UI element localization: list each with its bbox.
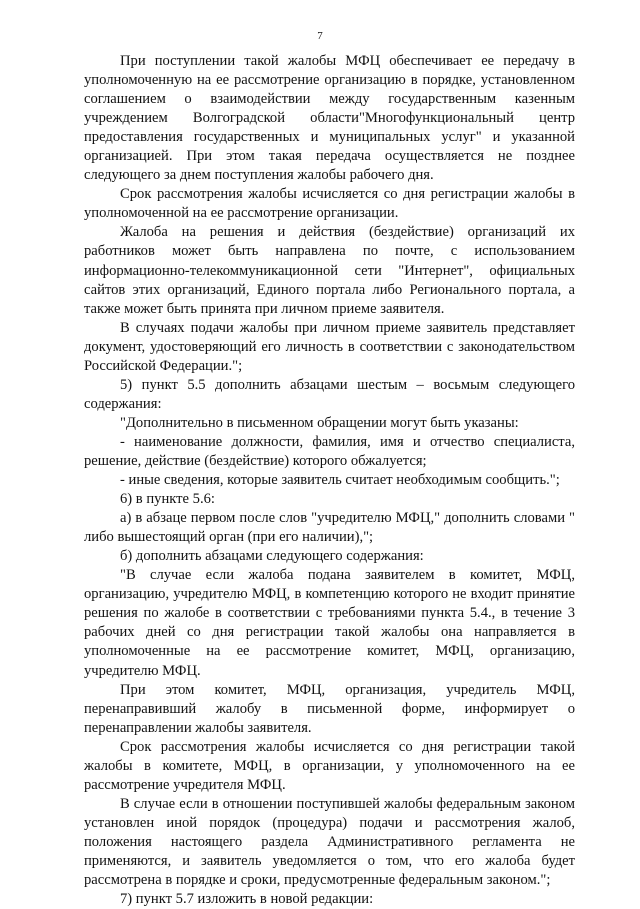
paragraph-other-info: - иные сведения, которые заявитель считает необходимым сообщить."; xyxy=(120,472,560,489)
paragraph-additional-info: "Дополнительно в письменном обращении могут быть указаны: xyxy=(120,414,519,431)
paragraph-redirect-complaint: "В случае если жалоба подана заявителем в комитет, МФЦ, организацию, учредителю МФЦ, в компетенцию которого не входит принятие решения по жалобе в соответствии с требованиями пункта 5.4., в течение 3 рабочих дней со дня регистрации такой жалобы она направляется в уполномоченные на ее рассмотрение комитет, МФЦ, организацию, учредителю МФЦ. xyxy=(84,567,575,679)
page-number: 7 xyxy=(317,30,323,42)
paragraph-review-period-redirect: Срок рассмотрения жалобы исчисляется со дня регистрации такой жалобы в комитете, МФЦ, в организации, у уполномоченного на ее рассмотрение учредителя МФЦ. xyxy=(84,738,575,793)
paragraph-specialist-details: - наименование должности, фамилия, имя и отчество специалиста, решение, действие (бездействие) которого обжалуется; xyxy=(84,433,575,469)
paragraph-federal-law-exception: В случае если в отношении поступившей жалобы федеральным законом установлен иной порядок (процедура) подачи и рассмотрения жалоб, положения настоящего раздела Административного регламента не применяются, и заявитель уведомляется о том, что его жалоба будет рассмотрена в порядке и сроки, предусмотренные федеральным законом."; xyxy=(84,795,575,889)
document-body xyxy=(84,52,575,909)
paragraph-item-7: 7) пункт 5.7 изложить в новой редакции: xyxy=(120,891,374,908)
paragraph-submission-channels: Жалоба на решения и действия (бездействие) организаций их работников может быть направлена по почте, с использованием информационно-телекоммуникационной сети "Интернет", официальных сайтов этих организаций, Единого портала либо Регионального портала, а также может быть принята при личном приеме заявителя. xyxy=(84,224,575,317)
paragraph-item-5: 5) пункт 5.5 дополнить абзацами шестым – восьмым следующего содержания: xyxy=(84,376,575,412)
paragraph-item-6: 6) в пункте 5.6: xyxy=(120,491,215,508)
paragraph-identity-document: В случаях подачи жалобы при личном приеме заявитель представляет документ, удостоверяющий его личность в соответствии с законодательством Российской Федерации."; xyxy=(84,319,575,374)
paragraph-notify-applicant: При этом комитет, МФЦ, организация, учредитель МФЦ, перенаправивший жалобу в письменной форме, информирует о перенаправлении жалобы заявителя. xyxy=(84,681,575,736)
paragraph-review-period: Срок рассмотрения жалобы исчисляется со дня регистрации жалобы в уполномоченной на ее рассмотрение организации. xyxy=(84,186,575,222)
paragraph-subitem-a: а) в абзаце первом после слов "учредителю МФЦ," дополнить словами " либо вышестоящий орган (при его наличии),"; xyxy=(84,510,575,546)
paragraph-mfc-forwarding: При поступлении такой жалобы МФЦ обеспечивает ее передачу в уполномоченную на ее рассмотрение организацию в порядке, установленном соглашением о взаимодействии между государственным казенным учреждением Волгоградской области"Многофункциональный центр предоставления государственных и муниципальных услуг" и указанной организацией. При этом такая передача осуществляется не позднее следующего за днем поступления жалобы рабочего дня. xyxy=(84,53,575,184)
paragraph-subitem-b: б) дополнить абзацами следующего содержания: xyxy=(120,548,424,565)
